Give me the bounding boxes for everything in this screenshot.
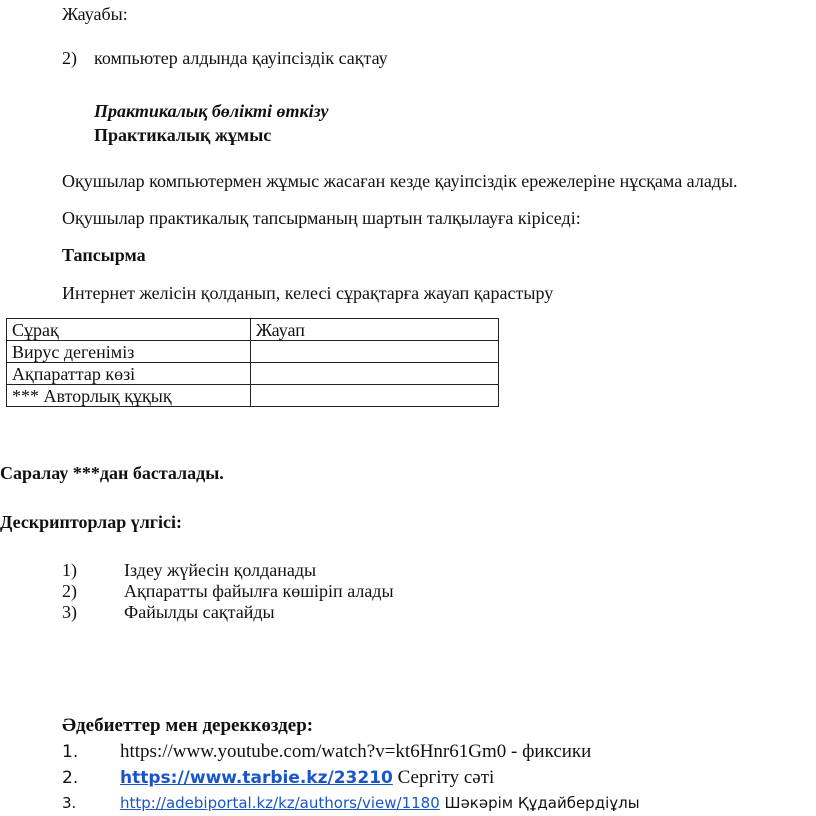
reference-number: 2.	[62, 768, 79, 788]
descriptor-number: 1)	[62, 560, 77, 580]
descriptor-item	[62, 601, 275, 623]
table-header-answer: Жауап	[251, 319, 499, 341]
descriptor-item	[62, 580, 394, 602]
reference-link[interactable]: http://adebiportal.kz/kz/authors/view/1180	[120, 794, 440, 812]
paragraph-discussion: Оқушылар практикалық тапсырманың шартын талқылауға кіріседі:	[62, 208, 581, 228]
answer-item-number: 2)	[62, 48, 77, 68]
table-header-question: Сұрақ	[7, 319, 251, 341]
descriptor-number: 3)	[62, 602, 77, 622]
table-cell-answer	[251, 385, 499, 407]
descriptor-text: Іздеу жүйесін қолданады	[124, 560, 317, 580]
descriptor-text: Ақпаратты файылға көшіріп алады	[124, 581, 394, 601]
reference-item	[62, 740, 591, 764]
references-title: Әдебиеттер мен дереккөздер:	[62, 715, 314, 736]
reference-suffix: Сергіту сәті	[392, 767, 495, 788]
reference-number: 3.	[62, 794, 77, 812]
descriptor-text: Файылды сақтайды	[124, 602, 275, 622]
descriptor-number: 2)	[62, 581, 77, 601]
differentiation-note: Саралау ***дан басталады.	[0, 463, 224, 483]
paragraph-instructions: Оқушылар компьютермен жұмыс жасаған кезде қауіпсіздік ережелеріне нұсқама алады.	[62, 171, 738, 191]
reference-item	[62, 766, 494, 790]
questions-table	[6, 318, 499, 407]
descriptor-item	[62, 559, 316, 581]
reference-number: 1.	[62, 742, 79, 762]
answer-item	[62, 47, 388, 69]
table-row	[7, 363, 499, 385]
task-label: Тапсырма	[62, 245, 146, 265]
reference-item	[62, 792, 640, 814]
descriptors-title: Дескрипторлар үлгісі:	[0, 512, 182, 532]
table-row	[7, 341, 499, 363]
table-cell-answer	[251, 341, 499, 363]
answer-heading: Жауабы:	[62, 4, 128, 24]
reference-link[interactable]: https://www.tarbie.kz/23210	[120, 768, 393, 788]
table-cell-question: *** Авторлық құқық	[7, 385, 251, 407]
reference-link[interactable]: https://www.youtube.com/watch?v=kt6Hnr61Gm0	[120, 741, 507, 762]
practical-part-title: Практикалық бөлікті өткізу	[94, 101, 329, 121]
table-row	[7, 385, 499, 407]
table-cell-question: Ақпараттар көзі	[7, 363, 251, 385]
answer-item-text: компьютер алдында қауіпсіздік сақтау	[94, 48, 388, 68]
reference-suffix: - фиксики	[506, 741, 592, 762]
table-cell-answer	[251, 363, 499, 385]
table-cell-question: Вирус дегеніміз	[7, 341, 251, 363]
task-text: Интернет желісін қолданып, келесі сұрақтарға жауап қарастыру	[62, 283, 554, 303]
reference-suffix: Шәкәрім Құдайбердіұлы	[439, 794, 640, 812]
practical-work-title: Практикалық жұмыс	[94, 125, 272, 145]
table-header-row	[7, 319, 499, 341]
